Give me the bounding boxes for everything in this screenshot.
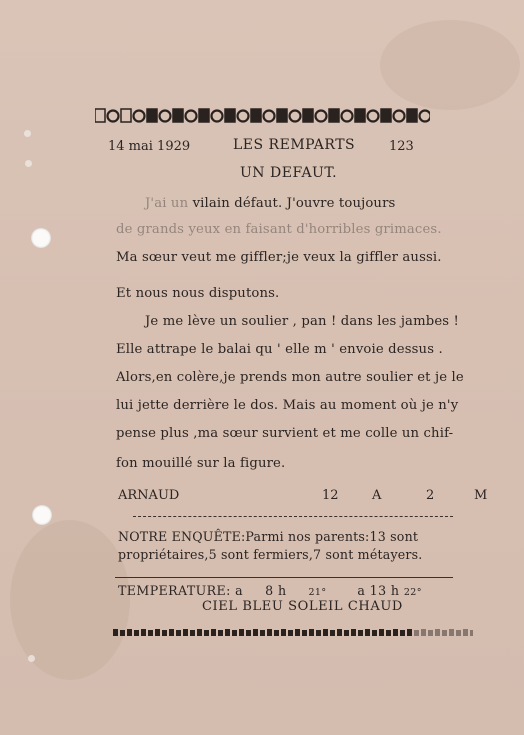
ornament-glyph bbox=[183, 629, 188, 636]
ornament-glyph bbox=[295, 629, 300, 636]
ornament-glyph bbox=[173, 109, 183, 122]
ornament-glyph bbox=[442, 630, 447, 636]
ornament-glyph bbox=[267, 629, 272, 636]
paper-mark bbox=[25, 160, 32, 167]
ornament-glyph bbox=[204, 630, 209, 636]
ornament-glyph bbox=[260, 630, 265, 636]
ornament-glyph bbox=[393, 629, 398, 636]
ornament-glyph bbox=[176, 630, 181, 636]
author-m: M bbox=[474, 488, 488, 503]
ornament-glyph bbox=[121, 109, 131, 122]
body-line-10: fon mouillé sur la figure. bbox=[116, 456, 286, 471]
ornament-glyph bbox=[288, 630, 293, 636]
solid-divider bbox=[115, 577, 453, 578]
page-number: 123 bbox=[389, 139, 414, 154]
ornament-glyph bbox=[381, 109, 391, 122]
ornament-glyph bbox=[197, 629, 202, 636]
author-initial: A bbox=[372, 488, 382, 503]
ornament-glyph bbox=[120, 630, 125, 636]
ornament-glyph bbox=[225, 109, 235, 122]
ornament-glyph bbox=[108, 111, 119, 122]
ornament-glyph bbox=[379, 629, 384, 636]
ornament-glyph bbox=[337, 629, 342, 636]
body-line-1 bbox=[145, 196, 395, 211]
body-line-5: Je me lève un soulier , pan ! dans les jambes ! bbox=[145, 314, 459, 329]
ornament-glyph bbox=[199, 109, 209, 122]
binder-hole bbox=[31, 228, 51, 248]
temperature-line bbox=[118, 583, 422, 598]
ornament-glyph bbox=[365, 629, 370, 636]
author-number: 2 bbox=[426, 488, 435, 503]
ornament-glyph bbox=[211, 629, 216, 636]
body-line-6: Elle attrape le balai qu ' elle m ' envoie dessus . bbox=[116, 342, 443, 357]
ornament-glyph bbox=[134, 630, 139, 636]
temperature-value-1: 21° bbox=[308, 587, 327, 598]
ornament-glyph bbox=[394, 111, 405, 122]
ornament-glyph bbox=[277, 109, 287, 122]
issue-date: 14 mai 1929 bbox=[108, 139, 191, 154]
ornament-glyph bbox=[281, 629, 286, 636]
ornament-glyph bbox=[428, 630, 433, 636]
footer-ornament bbox=[113, 624, 473, 636]
ornament-glyph bbox=[113, 629, 118, 636]
ornament-glyph bbox=[95, 109, 105, 122]
ornament-glyph bbox=[435, 629, 440, 636]
ornament-glyph bbox=[253, 629, 258, 636]
ornament-glyph bbox=[368, 111, 379, 122]
ornament-glyph bbox=[134, 111, 145, 122]
ornament-glyph bbox=[344, 630, 349, 636]
ornament-glyph bbox=[225, 629, 230, 636]
paper-mark bbox=[28, 655, 35, 662]
body-line-8: lui jette derrière le dos. Mais au moment où je n'y bbox=[116, 398, 459, 413]
ornament-glyph bbox=[147, 109, 157, 122]
ornament-glyph bbox=[358, 630, 363, 636]
ornament-glyph bbox=[238, 111, 249, 122]
ornament-glyph bbox=[309, 629, 314, 636]
ornament-glyph bbox=[218, 630, 223, 636]
ornament-glyph bbox=[186, 111, 197, 122]
ornament-glyph bbox=[330, 630, 335, 636]
paper-stain bbox=[380, 20, 520, 110]
temperature-time-1: 8 h bbox=[265, 583, 287, 598]
ornament-glyph bbox=[148, 630, 153, 636]
enquete-line-2: propriétaires,5 sont fermiers,7 sont métayers. bbox=[118, 547, 423, 562]
ornament-glyph bbox=[169, 629, 174, 636]
temperature-time-2: a 13 h bbox=[357, 583, 400, 598]
ornament-glyph bbox=[290, 111, 301, 122]
ornament-glyph bbox=[407, 629, 412, 636]
ornament-glyph bbox=[232, 630, 237, 636]
weather-line: CIEL BLEU SOLEIL CHAUD bbox=[202, 599, 403, 614]
ornament-glyph bbox=[355, 109, 365, 122]
ornament-glyph bbox=[155, 629, 160, 636]
ornament-glyph bbox=[141, 629, 146, 636]
ornament-glyph bbox=[400, 630, 405, 636]
body-line-4: Et nous nous disputons. bbox=[116, 286, 280, 301]
ornament-glyph bbox=[323, 629, 328, 636]
ornament-glyph bbox=[414, 630, 419, 636]
author-name: ARNAUD bbox=[118, 488, 180, 503]
body-line-3: Ma sœur veut me giffler;je veux la giffler aussi. bbox=[116, 250, 442, 265]
dashed-divider bbox=[133, 516, 453, 517]
ornament-glyph bbox=[160, 111, 171, 122]
enquete-line-1: NOTRE ENQUÊTE:Parmi nos parents:13 sont bbox=[118, 529, 419, 544]
body-line-1-text: vilain défaut. J'ouvre toujours bbox=[192, 196, 396, 211]
ornament-glyph bbox=[212, 111, 223, 122]
ornament-glyph bbox=[342, 111, 353, 122]
faded-text: J'ai un bbox=[145, 196, 193, 211]
temperature-value-2: 22° bbox=[403, 587, 422, 598]
ornament-glyph bbox=[127, 629, 132, 636]
ornament-glyph bbox=[463, 629, 468, 636]
page-header bbox=[0, 137, 524, 157]
ornament-glyph bbox=[386, 630, 391, 636]
ornament-glyph bbox=[316, 111, 327, 122]
ornament-glyph bbox=[246, 630, 251, 636]
temperature-label: TEMPERATURE: a bbox=[118, 583, 244, 598]
ornament-glyph bbox=[162, 630, 167, 636]
ornament-glyph bbox=[251, 109, 261, 122]
ornament-glyph bbox=[351, 629, 356, 636]
ornament-glyph bbox=[239, 629, 244, 636]
ornament-glyph bbox=[470, 630, 473, 636]
ornament-glyph bbox=[420, 111, 431, 122]
ornament-glyph bbox=[421, 629, 426, 636]
ornament-glyph bbox=[316, 630, 321, 636]
body-line-7: Alors,en colère,je prends mon autre soulier et je le bbox=[116, 370, 464, 385]
ornament-glyph bbox=[449, 629, 454, 636]
ornament-glyph bbox=[264, 111, 275, 122]
ornament-glyph bbox=[190, 630, 195, 636]
ornament-glyph bbox=[456, 630, 461, 636]
ornament-glyph bbox=[329, 109, 339, 122]
author-age: 12 bbox=[322, 488, 339, 503]
body-line-2: de grands yeux en faisant d'horribles grimaces. bbox=[116, 222, 442, 237]
journal-title: LES REMPARTS bbox=[233, 137, 356, 153]
binder-hole bbox=[32, 505, 52, 525]
ornament-glyph bbox=[407, 109, 417, 122]
ornament-glyph bbox=[372, 630, 377, 636]
article-title: UN DEFAUT. bbox=[240, 165, 338, 181]
body-line-9: pense plus ,ma sœur survient et me colle un chif- bbox=[116, 426, 454, 441]
ornament-glyph bbox=[303, 109, 313, 122]
ornament-glyph bbox=[302, 630, 307, 636]
paper-mark bbox=[24, 130, 31, 137]
ornament-glyph bbox=[274, 630, 279, 636]
header-ornament bbox=[95, 104, 430, 126]
